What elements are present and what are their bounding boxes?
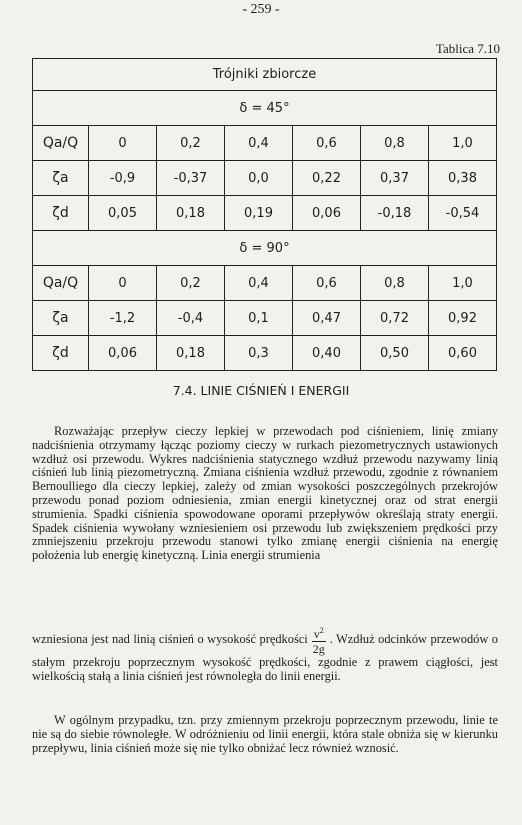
table-cell: 0,4 [225,266,293,301]
table-cell: -1,2 [89,301,157,336]
table-cell: 0,4 [225,126,293,161]
section-heading: 7.4. LINIE CIŚNIEŃ I ENERGII [172,383,350,398]
table-cell: 0,0 [225,161,293,196]
table-cell: 0,8 [361,126,429,161]
table-cell: 0,06 [89,336,157,371]
table-cell: 0,2 [157,126,225,161]
table-cell: 0,05 [89,196,157,231]
row-label: Qa/Q [33,126,89,161]
para2-after: . Wzdłuż odcinków przewodów o stałym przekroju poprzecznym wysokość prędkości, zgodnie z prawem ciągłości, jest wielkością stałą a linia ciśnień jest równoległa do linii energii. [32,631,498,683]
table-cell: -0,37 [157,161,225,196]
row-label: ζd [33,196,89,231]
table-cell: 0,6 [293,266,361,301]
row-label: Qa/Q [33,266,89,301]
page-number: - 259 - [242,2,280,17]
table-cell: 0,40 [293,336,361,371]
fraction-exponent: 2 [319,626,324,635]
paragraph-3: W ogólnym przypadku, tzn. przy zmiennym przekroju poprzecznym przewodu, linie te nie są do siebie równoległe. W odróżnieniu od linii energii, która stale obniża się w kierunku przepływu, linia ciśnień może się nie tylko obniżać lecz również wznosić. [32,713,498,755]
section-header-0: δ = 45° [33,91,497,126]
table-cell: 0,22 [293,161,361,196]
table-title: Trójniki zbiorcze [33,59,497,91]
table-cell: 0,3 [225,336,293,371]
table-cell: 0,18 [157,196,225,231]
table-cell: 0 [89,126,157,161]
table-cell: 0,06 [293,196,361,231]
table-cell: -0,4 [157,301,225,336]
velocity-head-fraction [312,624,326,656]
table-cell: 0,38 [429,161,497,196]
table-cell: 0,8 [361,266,429,301]
table-cell: 1,0 [429,266,497,301]
table-cell: 0,47 [293,301,361,336]
row-label: ζa [33,161,89,196]
table-cell: 0 [89,266,157,301]
row-label: ζd [33,336,89,371]
table-cell: -0,9 [89,161,157,196]
table-cell: 0,50 [361,336,429,371]
para2-before: wzniesiona jest nad linią ciśnień o wysokość prędkości [32,631,308,646]
table-cell: 0,72 [361,301,429,336]
section-header-1: δ = 90° [33,231,497,266]
table-cell: 0,60 [429,336,497,371]
table-cell: -0,18 [361,196,429,231]
table-cell: -0,54 [429,196,497,231]
table-cell: 0,2 [157,266,225,301]
data-table [32,58,497,371]
paragraph-2 [32,624,498,684]
fraction-denominator: 2g [312,642,325,656]
table-cell: 0,19 [225,196,293,231]
table-label: Tablica 7.10 [435,41,500,56]
table-cell: 1,0 [429,126,497,161]
table-cell: 0,37 [361,161,429,196]
table-cell: 0,1 [225,301,293,336]
paragraph-1: Rozważając przepływ cieczy lepkiej w przewodach pod ciśnieniem, linię zmiany nadciśnienia otrzymamy łącząc poziomy cieczy w rurkach piezometrycznych ustawionych wzdłuż osi przewodu. Wykres nadciśnienia statycznego wzdłuż przewodu nazywamy linią ciśnień lub linią piezometryczną. Zmiana ciśnienia wzdłuż przewodu, zgodnie z równaniem Bernoulliego dla cieczy lepkiej, zależy od zmian wysokości poszczególnych przekrojów przewodu ponad poziom odniesienia, zmian energii kinetycznej oraz od strat energii strumienia. Spadki ciśnienia spowodowane oporami przepływów określają straty energii. Spadek ciśnienia wywołany wzniesieniem osi przewodu lub zwiększeniem prędkości przy zmniejszeniu przekroju przewodu stanowi tylko zmianę energii ciśnienia na energię położenia lub energię kinetyczną. Linia energii strumienia [32,424,498,563]
row-label: ζa [33,301,89,336]
table-cell: 0,92 [429,301,497,336]
table-cell: 0,6 [293,126,361,161]
table-cell: 0,18 [157,336,225,371]
fraction-numerator: v [313,627,320,641]
